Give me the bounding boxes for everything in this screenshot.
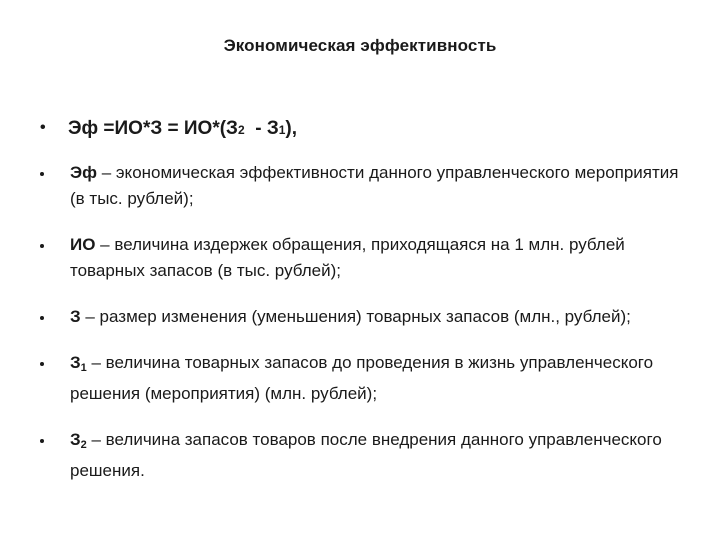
definition-item <box>40 160 680 212</box>
bullet-icon <box>40 362 44 366</box>
formula-text-part3: ), <box>285 118 298 139</box>
formula-line <box>40 118 297 140</box>
definition-item <box>40 232 680 284</box>
bullet-icon: • <box>40 119 46 136</box>
formula-text-part2: - З <box>244 118 279 139</box>
definition-text: – величина запасов товаров после внедрения данного управленческого решения. <box>70 430 662 480</box>
definition-term-subscript: 2 <box>80 439 87 451</box>
definition-term: Эф <box>70 163 97 182</box>
definition-item <box>40 427 680 484</box>
definition-term: З <box>70 307 81 326</box>
bullet-icon <box>40 244 44 248</box>
definition-term: З <box>70 353 81 372</box>
definition-text: – величина издержек обращения, приходящаяся на 1 млн. рублей товарных запасов (в тыс. рублей); <box>70 235 625 280</box>
definition-text: – величина товарных запасов до проведения в жизнь управленческого решения (мероприятия) (млн. рублей); <box>70 353 654 403</box>
formula-text-part1: Эф =ИО*З = ИО*(З <box>68 118 238 139</box>
bullet-icon <box>40 439 44 443</box>
definitions-list <box>40 160 680 504</box>
bullet-icon <box>40 316 44 320</box>
formula-subscript-1: 2 <box>237 123 245 137</box>
definition-term: ИО <box>70 235 96 254</box>
formula-subscript-2: 1 <box>278 123 286 137</box>
definition-text: – размер изменения (уменьшения) товарных запасов (млн., рублей); <box>80 307 631 326</box>
bullet-icon <box>40 172 44 176</box>
definition-item <box>40 304 680 330</box>
definition-term: З <box>70 430 81 449</box>
definition-term-subscript: 1 <box>80 362 87 374</box>
slide-title: Экономическая эффективность <box>223 36 497 55</box>
definition-text: – экономическая эффективности данного управленческого мероприятия (в тыс. рублей); <box>70 163 679 208</box>
definition-item <box>40 350 680 407</box>
